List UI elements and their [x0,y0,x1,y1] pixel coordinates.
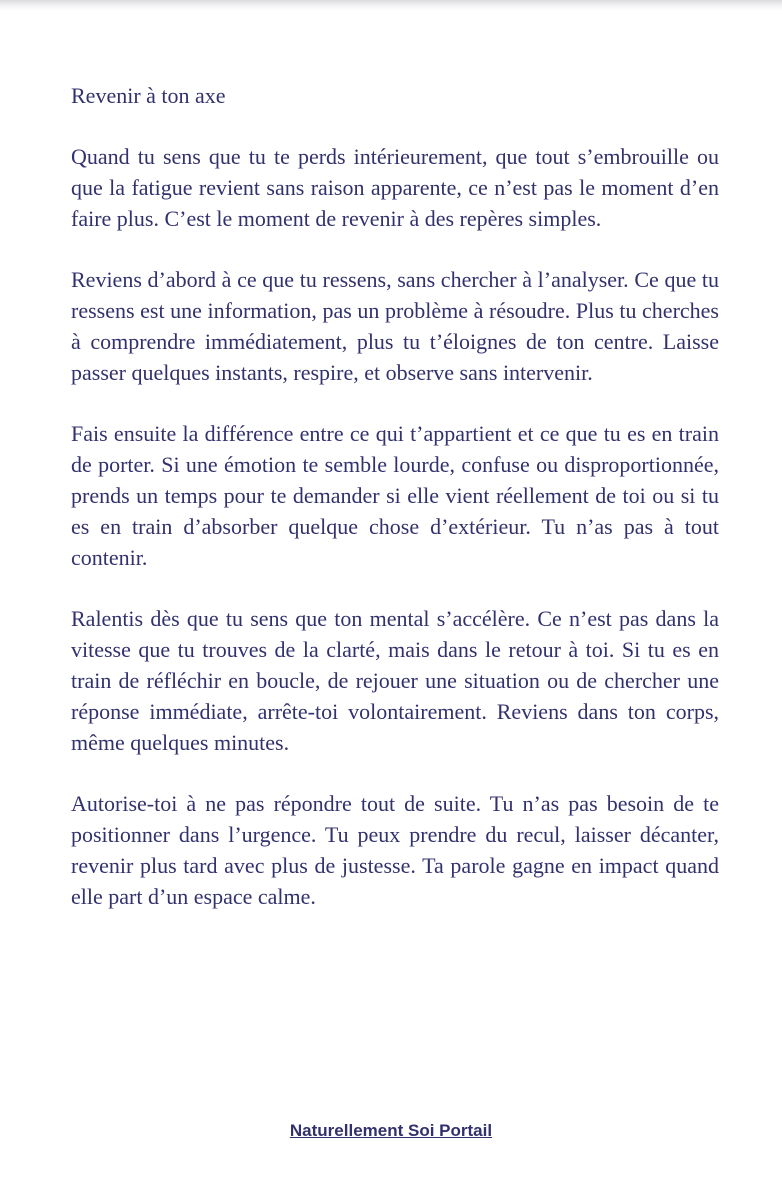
paragraph-5: Autorise-toi à ne pas répondre tout de suite. Tu n’as pas besoin de te positionner dans l’urgence. Tu peux prendre du recul, laisser décanter, revenir plus tard avec plus de justesse. Ta parole gagne en impact quand elle part d’un espace calme. [71,791,719,909]
paragraph-2: Reviens d’abord à ce que tu ressens, sans chercher à l’analyser. Ce que tu ressens est une information, pas un problème à résoudre. Plus tu cherches à comprendre immédiatement, plus tu t’éloignes de ton centre. Laisse passer quelques instants, respire, et observe sans intervenir. [71,267,719,385]
document-body [71,80,719,942]
window-top-edge [0,0,782,10]
paragraph-4: Ralentis dès que tu sens que ton mental s’accélère. Ce n’est pas dans la vitesse que tu trouves de la clarté, mais dans le retour à toi. Si tu es en train de réfléchir en boucle, de rejouer une situation ou de chercher une réponse immédiate, arrête-toi volontairement. Reviens dans ton corps, même quelques minutes. [71,606,719,755]
portal-link[interactable]: Naturellement Soi Portail [289,1121,493,1140]
paragraph-1: Quand tu sens que tu te perds intérieurement, que tout s’embrouille ou que la fatigue revient sans raison apparente, ce n’est pas le moment d’en faire plus. C’est le moment de revenir à des repères simples. [71,144,719,231]
footer [0,1121,782,1141]
paragraph-3: Fais ensuite la différence entre ce qui t’appartient et ce que tu es en train de porter. Si une émotion te semble lourde, confuse ou disproportionnée, prends un temps pour te demander si elle vient réellement de toi ou si tu es en train d’absorber quelque chose d’extérieur. Tu n’as pas à tout contenir. [71,421,719,570]
document-title: Revenir à ton axe [71,83,226,108]
